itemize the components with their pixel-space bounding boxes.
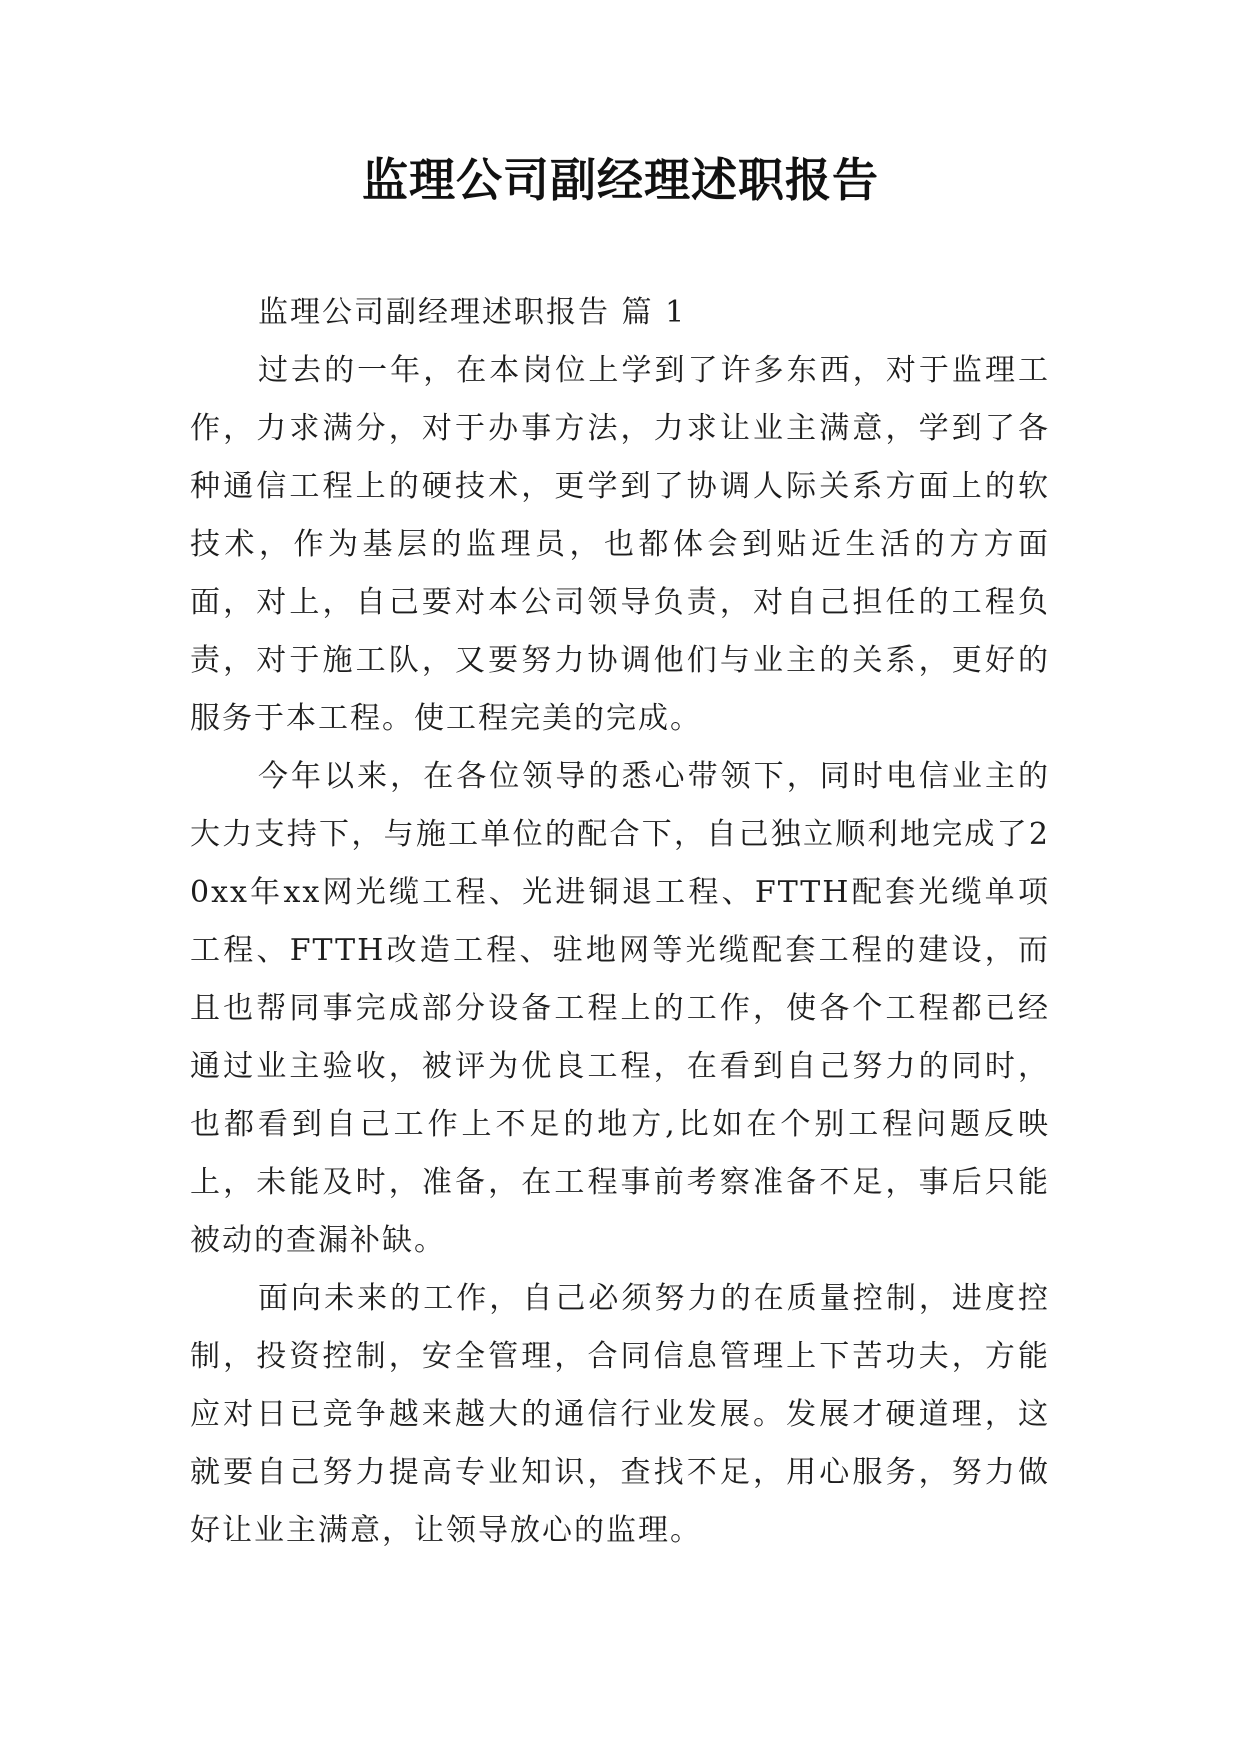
document-body [190, 284, 1050, 1560]
paragraph-2: 今年以来，在各位领导的悉心带领下，同时电信业主的大力支持下，与施工单位的配合下，自己独立顺利地完成了20xx年xx网光缆工程、光进铜退工程、FTTH配套光缆单项工程、FTTH改造工程、驻地网等光缆配套工程的建设，而且也帮同事完成部分设备工程上的工作，使各个工程都已经通过业主验收，被评为优良工程，在看到自己努力的同时，也都看到自己工作上不足的地方,比如在个别工程问题反映上，未能及时，准备，在工程事前考察准备不足，事后只能被动的查漏补缺。 [190, 759, 1050, 1258]
section-heading: 监理公司副经理述职报告 篇 1 [258, 295, 687, 330]
paragraph-3: 面向未来的工作，自己必须努力的在质量控制，进度控制，投资控制，安全管理，合同信息管理上下苦功夫，方能应对日已竞争越来越大的通信行业发展。发展才硬道理，这就要自己努力提高专业知识，查找不足，用心服务，努力做好让业主满意，让领导放心的监理。 [190, 1281, 1050, 1548]
document-title: 监理公司副经理述职报告 [362, 153, 879, 207]
paragraph-1: 过去的一年，在本岗位上学到了许多东西，对于监理工作，力求满分，对于办事方法，力求让业主满意，学到了各种通信工程上的硬技术，更学到了协调人际关系方面上的软技术，作为基层的监理员，也都体会到贴近生活的方方面面，对上，自己要对本公司领导负责，对自己担任的工程负责，对于施工队，又要努力协调他们与业主的关系，更好的服务于本工程。使工程完美的完成。 [190, 353, 1050, 736]
